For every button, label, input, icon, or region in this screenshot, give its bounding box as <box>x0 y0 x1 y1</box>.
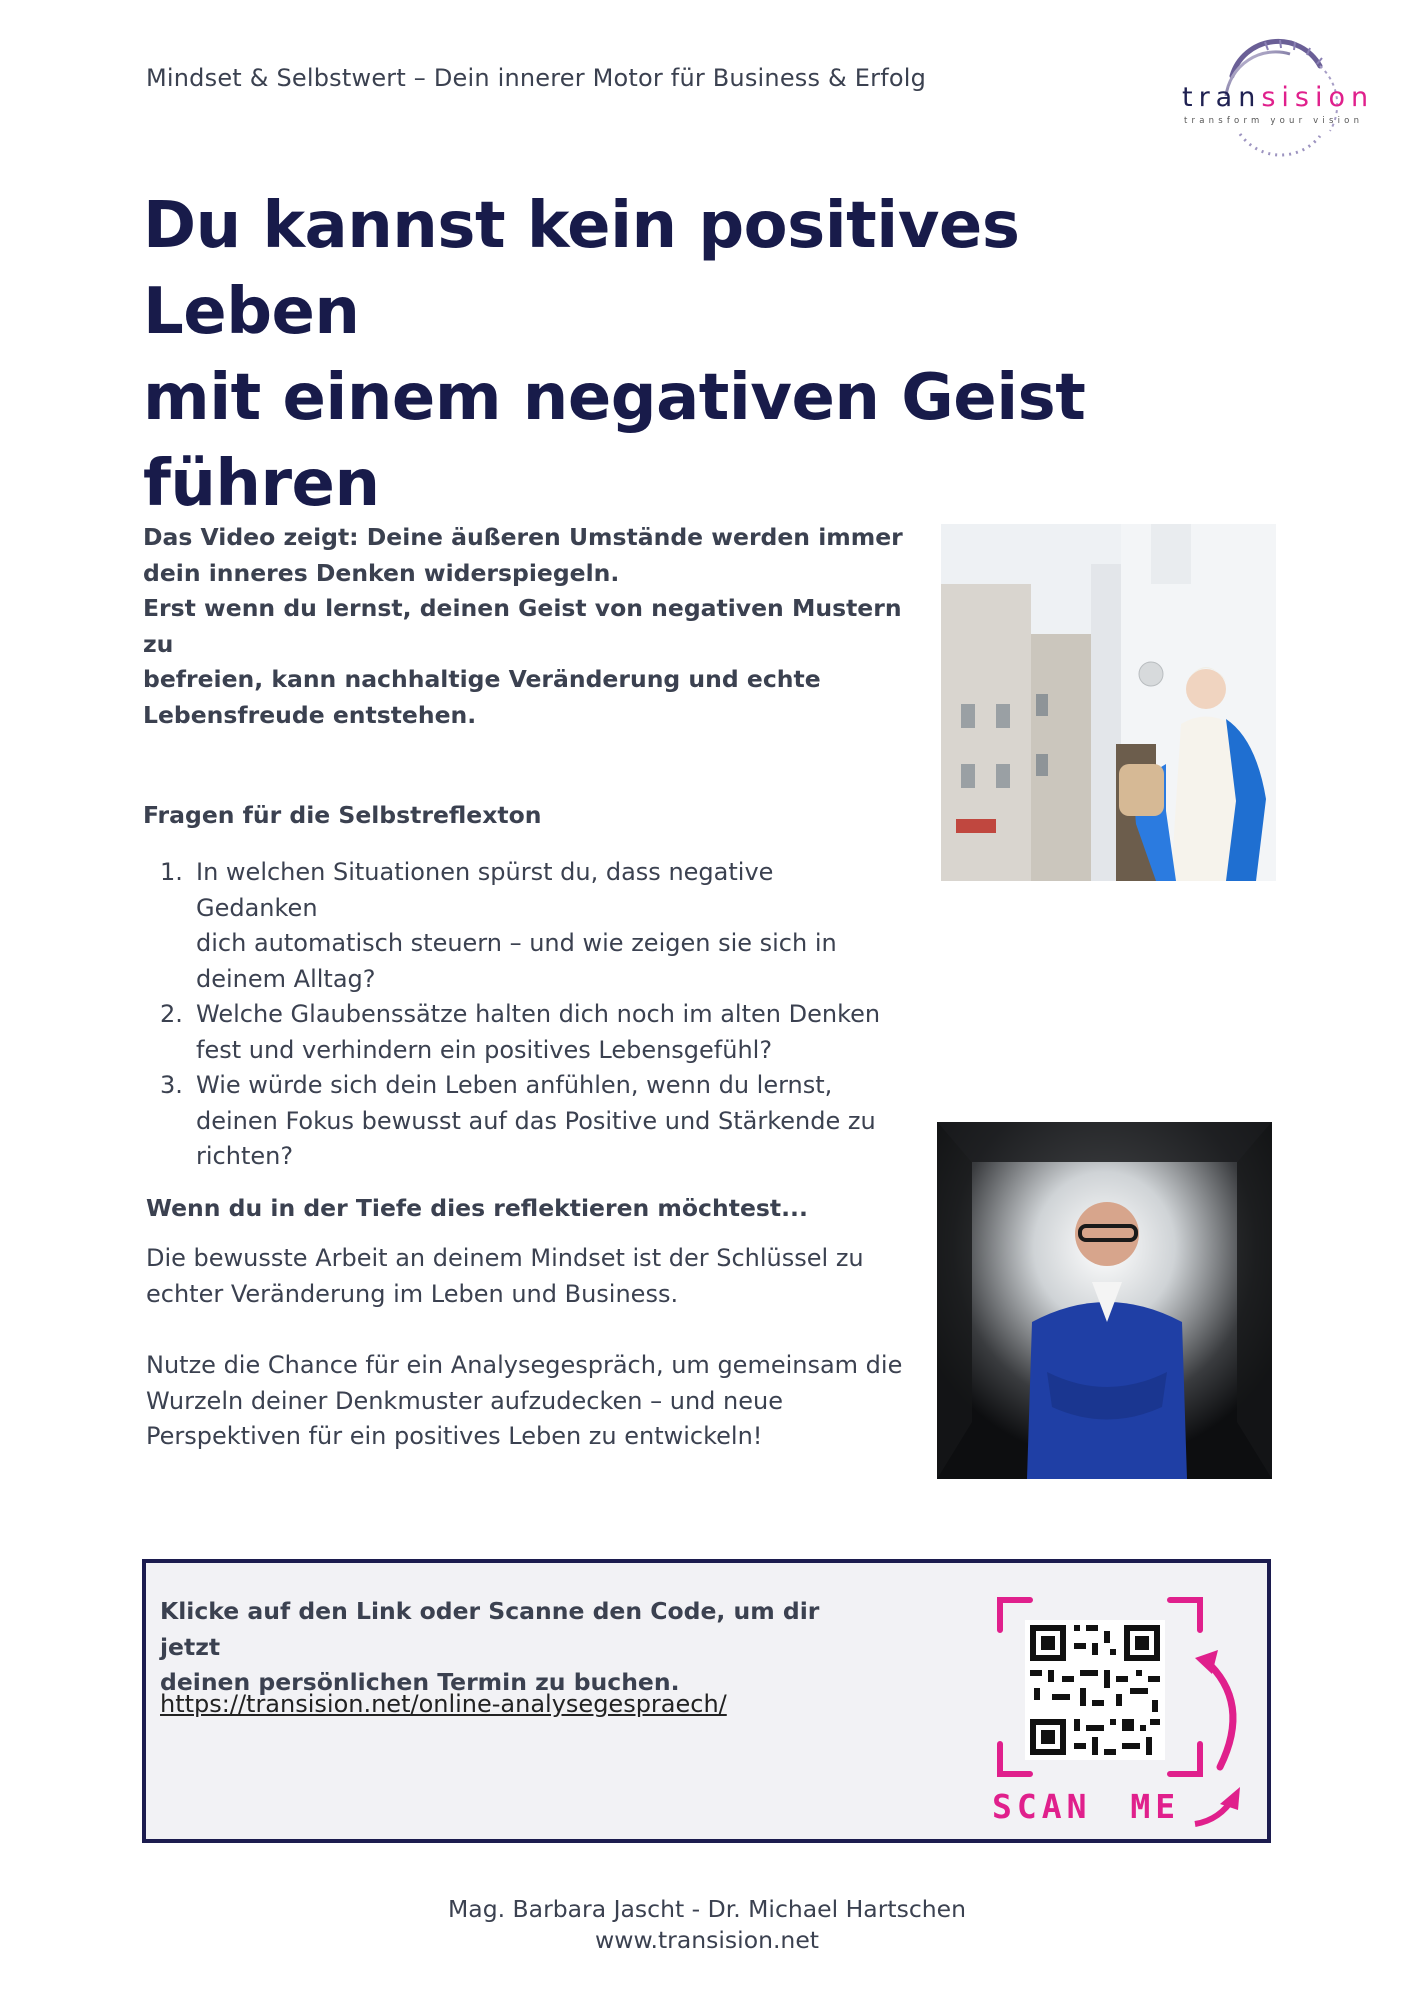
photo-barbara <box>941 524 1276 881</box>
page-headline: Du kannst kein positives Leben mit einem negativen Geist führen <box>143 189 1086 521</box>
questions-list <box>160 855 895 1175</box>
list-item: 3. Wie würde sich dein Leben anfühlen, wenn du lernst, deinen Fokus bewusst auf das Positive und Stärkende zu richten? <box>160 1071 876 1170</box>
intro-paragraph: Das Video zeigt: Deine äußeren Umstände werden immer dein inneres Denken widerspiegeln. Erst wenn du lernst, deinen Geist von negativen Mustern zu befreien, kann nachhaltige Veränderung und echte Lebensfreude entstehen. <box>143 523 903 729</box>
list-item: 2. Welche Glaubenssätze halten dich noch im alten Denken fest und verhindern ein positives Lebensgefühl? <box>160 1000 881 1064</box>
cta-text: Klicke auf den Link oder Scanne den Code, um dir jetzt deinen persönlichen Termin zu buchen. <box>160 1597 820 1696</box>
footer-website[interactable]: www.transision.net <box>595 1926 819 1954</box>
logo-tagline: transform your vision <box>1184 116 1364 126</box>
booking-link[interactable]: https://transision.net/online-analysegespraech/ <box>160 1690 727 1718</box>
qr-code-scan[interactable] <box>990 1592 1260 1837</box>
header-subtitle: Mindset & Selbstwert – Dein innerer Motor für Business & Erfolg <box>146 64 927 92</box>
logo-wordmark: transision <box>1182 82 1375 113</box>
reflection-paragraph-1: Die bewusste Arbeit an deinem Mindset ist der Schlüssel zu echter Veränderung im Leben und Business. <box>146 1244 864 1308</box>
reflection-title: Wenn du in der Tiefe dies reflektieren möchtest... <box>146 1194 808 1222</box>
scan-me-label: SCAN ME <box>992 1787 1181 1826</box>
questions-title: Fragen für die Selbstreflexton <box>143 801 542 829</box>
footer-names: Mag. Barbara Jascht - Dr. Michael Hartschen <box>448 1895 966 1923</box>
photo-michael <box>937 1122 1272 1479</box>
transision-logo[interactable] <box>1170 36 1375 160</box>
reflection-paragraph-2: Nutze die Chance für ein Analysegespräch, um gemeinsam die Wurzeln deiner Denkmuster aufzudecken – und neue Perspektiven für ein positives Leben zu entwickeln! <box>146 1351 903 1450</box>
list-item: 1. In welchen Situationen spürst du, dass negative Gedanken dich automatisch steuern – und wie zeigen sie sich in deinem Alltag? <box>160 858 837 993</box>
